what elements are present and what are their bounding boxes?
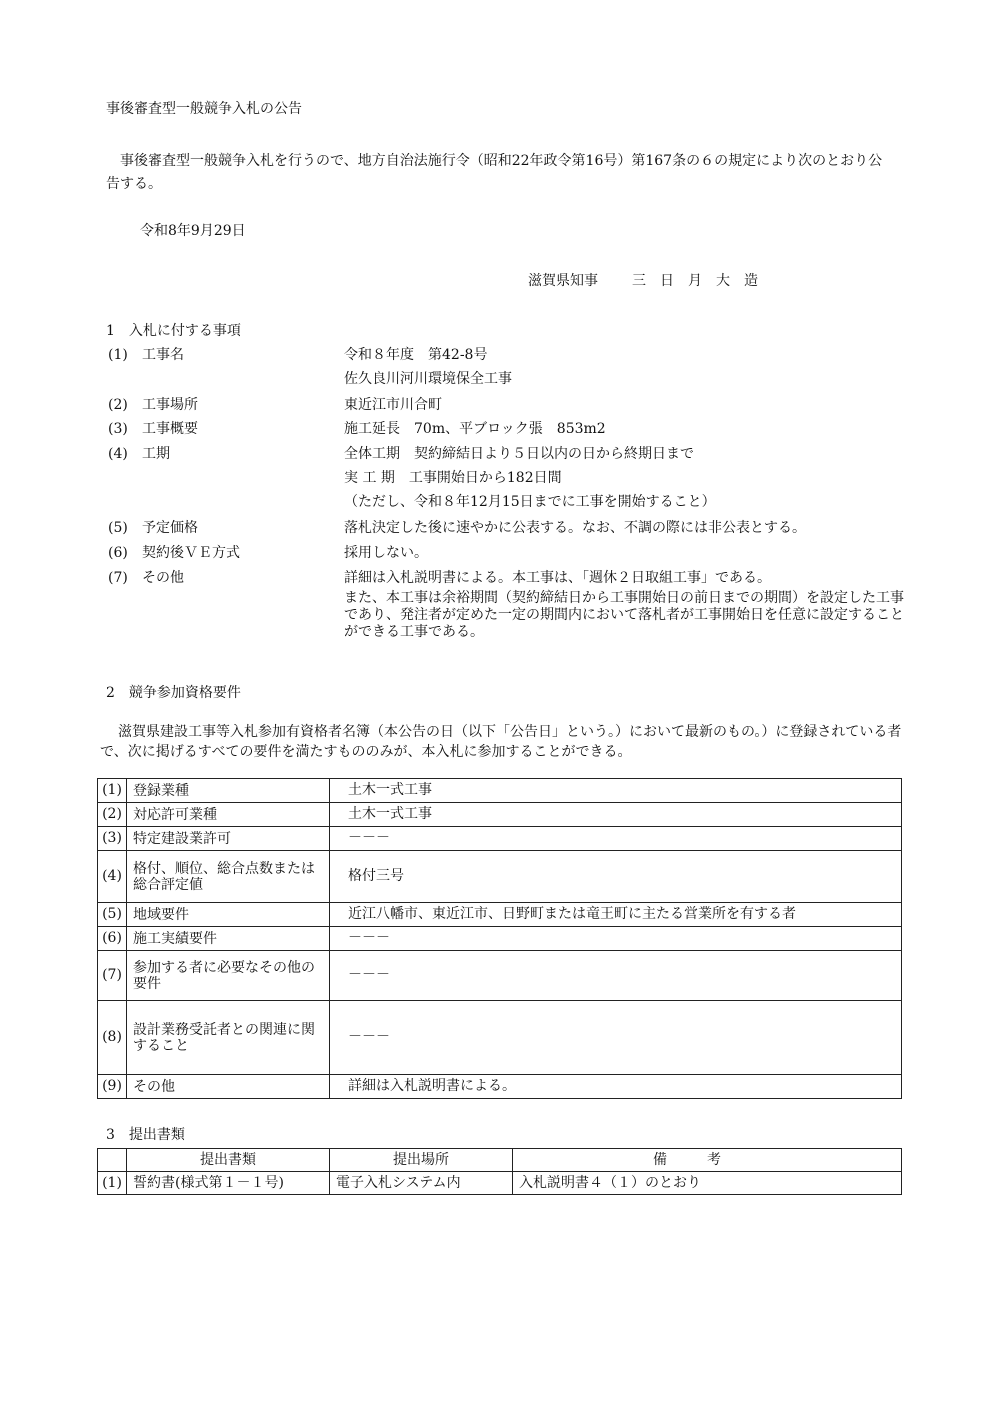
table-row xyxy=(98,803,902,827)
item-value: 詳細は入札説明書による。本工事は、「週休２日取組工事」である。 xyxy=(344,570,771,586)
header-note xyxy=(513,1149,902,1172)
item-num: (6) xyxy=(108,545,128,561)
row-value: －－－ xyxy=(330,1001,902,1075)
item-value: 落札決定した後に速やかに公表する。なお、不調の際には非公表とする。 xyxy=(344,520,806,536)
item-value: 東近江市川合町 xyxy=(344,397,442,413)
row-label: 参加する者に必要なその他の要件 xyxy=(127,951,330,1001)
announcement-date: 令和8年9月29日 xyxy=(140,223,246,239)
header-note-label: 備考 xyxy=(653,1151,761,1168)
issuer-position: 滋賀県知事 xyxy=(528,273,598,289)
table-row xyxy=(98,779,902,803)
section2-paragraph: 滋賀県建設工事等入札参加有資格者名簿（本公告の日（以下「公告日」という。）において最新のもの。）に登録されている者で、次に掲げるすべての要件を満たすもののみが、本入札に参加することができる。 xyxy=(100,724,902,760)
row-label: 地域要件 xyxy=(127,903,330,927)
table-row xyxy=(98,1172,902,1195)
row-label: 格付、順位、総合点数または総合評定値 xyxy=(127,851,330,903)
row-label: 設計業務受託者との関連に関すること xyxy=(127,1001,330,1075)
row-value: －－－ xyxy=(330,927,902,951)
row-num: (2) xyxy=(98,803,127,827)
row-num: (7) xyxy=(98,951,127,1001)
row-label: 対応許可業種 xyxy=(127,803,330,827)
header-place: 提出場所 xyxy=(330,1149,513,1172)
row-num: (8) xyxy=(98,1001,127,1075)
item-num: (7) xyxy=(108,570,128,586)
table-row xyxy=(98,1075,902,1099)
item-label: 予定価格 xyxy=(142,520,198,536)
requirements-table xyxy=(97,778,902,1099)
row-document: 誓約書(様式第１－１号) xyxy=(127,1172,330,1195)
table-row xyxy=(98,951,902,1001)
item-num: (5) xyxy=(108,520,128,536)
issuer xyxy=(528,272,772,290)
row-num: (1) xyxy=(98,1172,127,1195)
item-label: 工事場所 xyxy=(142,397,198,413)
item-num: (4) xyxy=(108,446,128,462)
row-value: 格付三号 xyxy=(330,851,902,903)
table-row xyxy=(98,827,902,851)
row-num: (9) xyxy=(98,1075,127,1099)
row-num: (3) xyxy=(98,827,127,851)
item-label: 工期 xyxy=(142,446,170,462)
header-blank xyxy=(98,1149,127,1172)
section1-heading: 1 入札に付する事項 xyxy=(106,323,241,339)
row-label: 特定建設業許可 xyxy=(127,827,330,851)
item-value: 令和８年度 第42-8号 xyxy=(344,347,488,363)
row-note: 入札説明書４（１）のとおり xyxy=(513,1172,902,1195)
row-num: (1) xyxy=(98,779,127,803)
row-place: 電子入札システム内 xyxy=(330,1172,513,1195)
intro-paragraph: 事後審査型一般競争入札を行うので、地方自治法施行令（昭和22年政令第16号）第167条の６の規定により次のとおり公告する。 xyxy=(106,153,883,192)
item-value: 施工延長 70m、平ブロック張 853m2 xyxy=(344,421,606,437)
submission-documents-table xyxy=(97,1148,902,1195)
item-value: 実 工 期 工事開始日から182日間 xyxy=(344,470,562,486)
row-value: －－－ xyxy=(330,827,902,851)
item-num: (3) xyxy=(108,421,128,437)
table-row xyxy=(98,1001,902,1075)
document-title: 事後審査型一般競争入札の公告 xyxy=(106,101,302,117)
item-num: (1) xyxy=(108,347,128,363)
row-value: 近江八幡市、東近江市、日野町または竜王町に主たる営業所を有する者 xyxy=(330,903,902,927)
row-value: －－－ xyxy=(330,951,902,1001)
row-value: 土木一式工事 xyxy=(330,779,902,803)
row-num: (6) xyxy=(98,927,127,951)
issuer-name: 三日月大造 xyxy=(632,273,772,289)
item-label: その他 xyxy=(142,570,184,586)
section3-heading: 3 提出書類 xyxy=(106,1127,185,1143)
row-value: 土木一式工事 xyxy=(330,803,902,827)
table-header-row xyxy=(98,1149,902,1172)
item-value: 佐久良川河川環境保全工事 xyxy=(344,371,512,387)
table-row xyxy=(98,903,902,927)
item-label: 工事概要 xyxy=(142,421,198,437)
item-value: 全体工期 契約締結日より５日以内の日から終期日まで xyxy=(344,446,694,462)
item-label: 契約後ＶＥ方式 xyxy=(142,545,240,561)
table-row xyxy=(98,927,902,951)
row-num: (5) xyxy=(98,903,127,927)
section2-heading: 2 競争参加資格要件 xyxy=(106,685,241,701)
row-value: 詳細は入札説明書による。 xyxy=(330,1075,902,1099)
item-num: (2) xyxy=(108,397,128,413)
row-label: 登録業種 xyxy=(127,779,330,803)
header-document: 提出書類 xyxy=(127,1149,330,1172)
row-num: (4) xyxy=(98,851,127,903)
row-label: その他 xyxy=(127,1075,330,1099)
table-row xyxy=(98,851,902,903)
item-value: また、本工事は余裕期間（契約締結日から工事開始日の前日までの期間）を設定した工事であり、発注者が定めた一定の期間内において落札者が工事開始日を任意に設定することができる工事である。 xyxy=(344,590,904,640)
row-label: 施工実績要件 xyxy=(127,927,330,951)
item-value: （ただし、令和８年12月15日までに工事を開始すること） xyxy=(344,494,716,510)
item-label: 工事名 xyxy=(142,347,184,363)
item-value: 採用しない。 xyxy=(344,545,428,561)
